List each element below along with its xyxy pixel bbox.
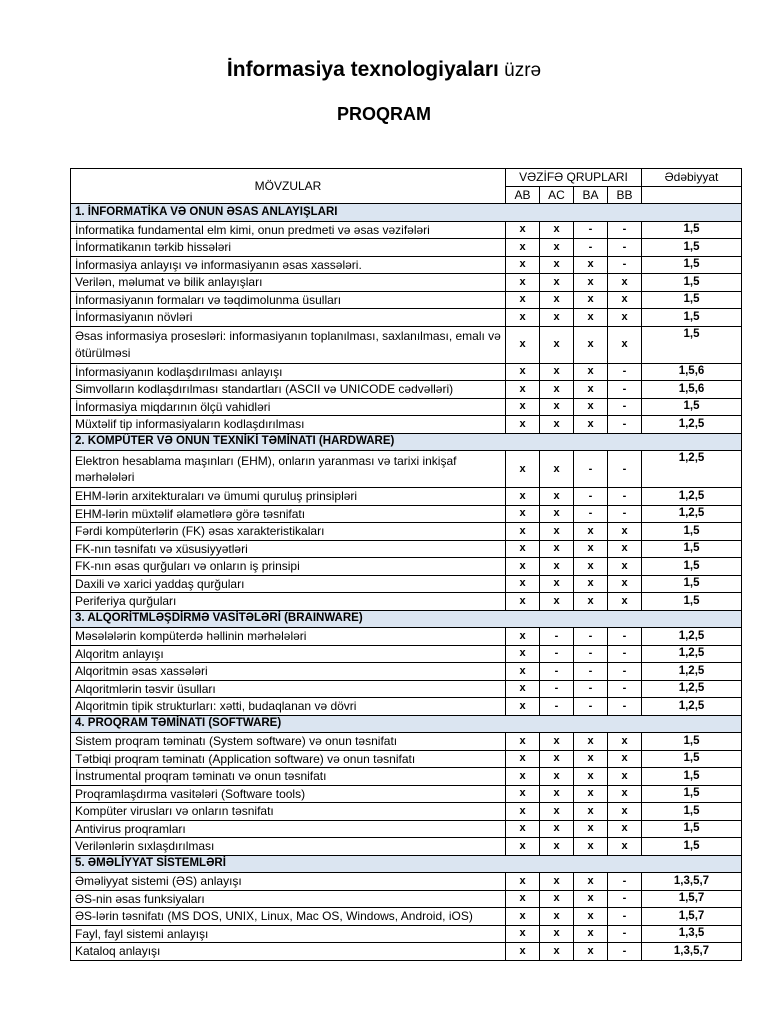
group-mark-cell: -: [574, 488, 608, 506]
group-mark-cell: -: [608, 381, 642, 399]
group-mark-cell: -: [608, 680, 642, 698]
group-mark-cell: -: [608, 505, 642, 523]
literature-cell: 1,5,7: [642, 890, 742, 908]
group-mark-cell: x: [574, 768, 608, 786]
table-row: [71, 663, 742, 681]
table-row: [71, 398, 742, 416]
topic-cell: ƏS-nin əsas funksiyaları: [71, 890, 506, 908]
table-row: [71, 820, 742, 838]
table-row: [71, 558, 742, 576]
table-row: [71, 505, 742, 523]
literature-cell: 1,5,6: [642, 381, 742, 399]
group-mark-cell: x: [506, 309, 540, 327]
group-mark-cell: -: [540, 680, 574, 698]
group-mark-cell: x: [506, 873, 540, 891]
group-mark-cell: x: [540, 416, 574, 434]
group-mark-cell: x: [540, 221, 574, 239]
group-mark-cell: x: [574, 523, 608, 541]
topic-cell: EHM-lərin müxtəlif əlamətlərə görə təsnifatı: [71, 505, 506, 523]
group-mark-cell: -: [608, 488, 642, 506]
group-mark-cell: -: [540, 645, 574, 663]
header-literature-empty: [642, 186, 742, 204]
group-mark-cell: x: [506, 750, 540, 768]
group-mark-cell: x: [608, 274, 642, 292]
section-title: 3. ALQORİTMLƏŞDİRMƏ VASİTƏLƏRİ (BRAINWARE): [71, 610, 742, 628]
literature-cell: 1,5: [642, 575, 742, 593]
header-group-code: AB: [506, 186, 540, 204]
table-row: [71, 416, 742, 434]
table-row: [71, 733, 742, 751]
group-mark-cell: x: [574, 890, 608, 908]
topic-cell: Simvolların kodlaşdırılması standartları (ASCII və UNICODE cədvəlləri): [71, 381, 506, 399]
group-mark-cell: x: [574, 750, 608, 768]
literature-cell: 1,5,7: [642, 908, 742, 926]
group-mark-cell: x: [574, 363, 608, 381]
literature-cell: 1,5: [642, 820, 742, 838]
table-body: [71, 204, 742, 961]
group-mark-cell: x: [540, 785, 574, 803]
group-mark-cell: x: [540, 326, 574, 363]
group-mark-cell: -: [608, 908, 642, 926]
group-mark-cell: -: [540, 663, 574, 681]
literature-cell: 1,2,5: [642, 645, 742, 663]
group-mark-cell: x: [574, 820, 608, 838]
group-mark-cell: -: [608, 451, 642, 488]
group-mark-cell: x: [540, 925, 574, 943]
group-mark-cell: -: [574, 239, 608, 257]
group-mark-cell: x: [608, 750, 642, 768]
group-mark-cell: x: [540, 768, 574, 786]
section-header-row: [71, 715, 742, 733]
topic-cell: EHM-lərin arxitekturaları və ümumi quruluş prinsipləri: [71, 488, 506, 506]
topic-cell: ƏS-lərin təsnifatı (MS DOS, UNIX, Linux, Mac OS, Windows, Android, iOS): [71, 908, 506, 926]
table-row: [71, 326, 742, 363]
group-mark-cell: x: [506, 803, 540, 821]
topic-cell: Alqoritmlərin təsvir üsulları: [71, 680, 506, 698]
topic-cell: FK-nın əsas qurğuları və onların iş prinsipi: [71, 558, 506, 576]
topic-cell: Verilənlərin sıxlaşdırılması: [71, 838, 506, 856]
table-row: [71, 540, 742, 558]
topic-cell: İnstrumental proqram təminatı və onun təsnifatı: [71, 768, 506, 786]
group-mark-cell: x: [574, 326, 608, 363]
topic-cell: İnformasiya anlayışı və informasiyanın əsas xassələri.: [71, 256, 506, 274]
header-group-code: AC: [540, 186, 574, 204]
topic-cell: FK-nın təsnifatı və xüsusiyyətləri: [71, 540, 506, 558]
section-title: 4. PROQRAM TƏMİNATI (SOFTWARE): [71, 715, 742, 733]
literature-cell: 1,5: [642, 256, 742, 274]
group-mark-cell: x: [574, 838, 608, 856]
group-mark-cell: -: [608, 698, 642, 716]
group-mark-cell: x: [540, 890, 574, 908]
group-mark-cell: -: [608, 398, 642, 416]
group-mark-cell: x: [574, 416, 608, 434]
literature-cell: 1,5: [642, 309, 742, 327]
group-mark-cell: x: [506, 890, 540, 908]
table-row: [71, 803, 742, 821]
literature-cell: 1,3,5,7: [642, 943, 742, 961]
group-mark-cell: -: [574, 451, 608, 488]
topic-cell: Tətbiqi proqram təminatı (Application software) və onun təsnifatı: [71, 750, 506, 768]
group-mark-cell: x: [506, 680, 540, 698]
literature-cell: 1,5: [642, 239, 742, 257]
literature-cell: 1,2,5: [642, 488, 742, 506]
group-mark-cell: x: [574, 733, 608, 751]
topic-cell: Alqoritm anlayışı: [71, 645, 506, 663]
group-mark-cell: x: [574, 908, 608, 926]
group-mark-cell: x: [540, 558, 574, 576]
group-mark-cell: x: [574, 575, 608, 593]
group-mark-cell: -: [608, 890, 642, 908]
group-mark-cell: x: [506, 274, 540, 292]
group-mark-cell: x: [608, 838, 642, 856]
group-mark-cell: -: [608, 925, 642, 943]
section-title: 2. KOMPÜTER VƏ ONUN TEXNİKİ TƏMİNATI (HARDWARE): [71, 433, 742, 451]
group-mark-cell: x: [540, 873, 574, 891]
group-mark-cell: -: [608, 239, 642, 257]
group-mark-cell: -: [574, 645, 608, 663]
group-mark-cell: x: [608, 291, 642, 309]
group-mark-cell: x: [574, 558, 608, 576]
section-title: 1. İNFORMATİKA VƏ ONUN ƏSAS ANLAYIŞLARI: [71, 204, 742, 222]
group-mark-cell: x: [506, 488, 540, 506]
topic-cell: İnformatikanın tərkib hissələri: [71, 239, 506, 257]
literature-cell: 1,5: [642, 558, 742, 576]
literature-cell: 1,3,5: [642, 925, 742, 943]
group-mark-cell: x: [574, 274, 608, 292]
topic-cell: Elektron hesablama maşınları (EHM), onların yaranması və tarixi inkişaf mərhələləri: [71, 451, 506, 488]
group-mark-cell: x: [506, 256, 540, 274]
group-mark-cell: -: [540, 698, 574, 716]
group-mark-cell: x: [608, 540, 642, 558]
group-mark-cell: -: [608, 663, 642, 681]
topic-cell: Kompüter virusları və onların təsnifatı: [71, 803, 506, 821]
table-row: [71, 785, 742, 803]
group-mark-cell: x: [574, 291, 608, 309]
literature-cell: 1,3,5,7: [642, 873, 742, 891]
literature-cell: 1,5: [642, 785, 742, 803]
topic-cell: Məsələlərin kompüterdə həllinin mərhələləri: [71, 628, 506, 646]
group-mark-cell: x: [608, 309, 642, 327]
group-mark-cell: x: [540, 256, 574, 274]
topic-cell: Alqoritmin tipik strukturları: xətti, budaqlanan və dövri: [71, 698, 506, 716]
group-mark-cell: x: [608, 803, 642, 821]
title-tail: üzrə: [498, 60, 542, 81]
group-mark-cell: -: [574, 221, 608, 239]
literature-cell: 1,2,5: [642, 505, 742, 523]
group-mark-cell: x: [574, 256, 608, 274]
group-mark-cell: x: [540, 239, 574, 257]
group-mark-cell: x: [506, 768, 540, 786]
group-mark-cell: x: [540, 398, 574, 416]
section-header-row: [71, 204, 742, 222]
document-title: [0, 58, 768, 82]
topic-cell: Əsas informasiya prosesləri: informasiyanın toplanılması, saxlanılması, emalı və ötürülməsi: [71, 326, 506, 363]
group-mark-cell: x: [540, 593, 574, 611]
group-mark-cell: x: [540, 505, 574, 523]
table-row: [71, 925, 742, 943]
table-row: [71, 309, 742, 327]
topic-cell: İnformasiyanın formaları və təqdimolunma üsulları: [71, 291, 506, 309]
title-main: İnformasiya texnologiyaları: [226, 58, 499, 81]
topic-cell: İnformatika fundamental elm kimi, onun predmeti və əsas vəzifələri: [71, 221, 506, 239]
group-mark-cell: -: [574, 680, 608, 698]
group-mark-cell: x: [540, 733, 574, 751]
group-mark-cell: x: [506, 838, 540, 856]
header-topics: MÖVZULAR: [71, 169, 506, 204]
literature-cell: 1,5: [642, 838, 742, 856]
literature-cell: 1,5: [642, 540, 742, 558]
table-row: [71, 274, 742, 292]
group-mark-cell: x: [540, 451, 574, 488]
topic-cell: Fərdi kompüterlərin (FK) əsas xarakteristikaları: [71, 523, 506, 541]
literature-cell: 1,5: [642, 733, 742, 751]
group-mark-cell: x: [506, 628, 540, 646]
group-mark-cell: x: [574, 540, 608, 558]
group-mark-cell: x: [506, 820, 540, 838]
group-mark-cell: x: [506, 451, 540, 488]
topic-cell: Proqramlaşdırma vasitələri (Software tools): [71, 785, 506, 803]
literature-cell: 1,5: [642, 803, 742, 821]
table-row: [71, 291, 742, 309]
literature-cell: 1,5: [642, 750, 742, 768]
group-mark-cell: x: [506, 326, 540, 363]
group-mark-cell: -: [608, 363, 642, 381]
literature-cell: 1,5: [642, 768, 742, 786]
group-mark-cell: x: [540, 750, 574, 768]
topic-cell: Verilən, məlumat və bilik anlayışları: [71, 274, 506, 292]
table-row: [71, 768, 742, 786]
group-mark-cell: x: [506, 558, 540, 576]
group-mark-cell: x: [608, 785, 642, 803]
group-mark-cell: -: [608, 628, 642, 646]
table-row: [71, 873, 742, 891]
literature-cell: 1,5: [642, 593, 742, 611]
group-mark-cell: x: [608, 558, 642, 576]
group-mark-cell: x: [506, 908, 540, 926]
group-mark-cell: x: [574, 593, 608, 611]
group-mark-cell: x: [540, 943, 574, 961]
literature-cell: 1,2,5: [642, 698, 742, 716]
group-mark-cell: x: [506, 291, 540, 309]
literature-cell: 1,2,5: [642, 663, 742, 681]
group-mark-cell: x: [608, 768, 642, 786]
table-row: [71, 943, 742, 961]
table-row: [71, 523, 742, 541]
group-mark-cell: -: [608, 873, 642, 891]
group-mark-cell: -: [540, 628, 574, 646]
group-mark-cell: x: [506, 698, 540, 716]
group-mark-cell: x: [540, 309, 574, 327]
literature-cell: 1,5: [642, 398, 742, 416]
group-mark-cell: x: [506, 381, 540, 399]
group-mark-cell: x: [574, 925, 608, 943]
table-row: [71, 363, 742, 381]
group-mark-cell: x: [506, 540, 540, 558]
table-row: [71, 575, 742, 593]
table-row: [71, 451, 742, 488]
table-row: [71, 256, 742, 274]
group-mark-cell: x: [506, 523, 540, 541]
group-mark-cell: x: [574, 309, 608, 327]
table-row: [71, 750, 742, 768]
header-group-code: BA: [574, 186, 608, 204]
group-mark-cell: x: [506, 239, 540, 257]
group-mark-cell: x: [574, 803, 608, 821]
topic-cell: İnformasiyanın növləri: [71, 309, 506, 327]
group-mark-cell: x: [540, 363, 574, 381]
topic-cell: Sistem proqram təminatı (System software) və onun təsnifatı: [71, 733, 506, 751]
literature-cell: 1,2,5: [642, 416, 742, 434]
group-mark-cell: x: [506, 505, 540, 523]
table-row: [71, 239, 742, 257]
group-mark-cell: x: [506, 363, 540, 381]
group-mark-cell: x: [574, 381, 608, 399]
group-mark-cell: x: [608, 575, 642, 593]
group-mark-cell: x: [540, 274, 574, 292]
group-mark-cell: x: [608, 593, 642, 611]
group-mark-cell: x: [540, 381, 574, 399]
group-mark-cell: -: [608, 943, 642, 961]
group-mark-cell: x: [608, 523, 642, 541]
group-mark-cell: x: [506, 785, 540, 803]
group-mark-cell: x: [506, 663, 540, 681]
group-mark-cell: -: [574, 505, 608, 523]
group-mark-cell: x: [540, 820, 574, 838]
section-header-row: [71, 433, 742, 451]
topic-cell: Antivirus proqramları: [71, 820, 506, 838]
literature-cell: 1,2,5: [642, 680, 742, 698]
table-row: [71, 593, 742, 611]
group-mark-cell: x: [574, 785, 608, 803]
group-mark-cell: -: [574, 698, 608, 716]
group-mark-cell: -: [574, 628, 608, 646]
group-mark-cell: x: [506, 593, 540, 611]
group-mark-cell: x: [574, 943, 608, 961]
table-row: [71, 698, 742, 716]
topic-cell: Kataloq anlayışı: [71, 943, 506, 961]
group-mark-cell: x: [540, 838, 574, 856]
group-mark-cell: x: [540, 291, 574, 309]
literature-cell: 1,2,5: [642, 451, 742, 488]
literature-cell: 1,5: [642, 291, 742, 309]
section-header-row: [71, 855, 742, 873]
group-mark-cell: x: [506, 221, 540, 239]
group-mark-cell: x: [608, 820, 642, 838]
section-header-row: [71, 610, 742, 628]
table-row: [71, 645, 742, 663]
group-mark-cell: -: [608, 256, 642, 274]
group-mark-cell: x: [574, 873, 608, 891]
group-mark-cell: x: [608, 326, 642, 363]
group-mark-cell: -: [608, 221, 642, 239]
table-row: [71, 838, 742, 856]
literature-cell: 1,5: [642, 523, 742, 541]
header-group-code: BB: [608, 186, 642, 204]
literature-cell: 1,5,6: [642, 363, 742, 381]
table-row: [71, 890, 742, 908]
group-mark-cell: -: [574, 663, 608, 681]
group-mark-cell: x: [574, 398, 608, 416]
group-mark-cell: x: [506, 416, 540, 434]
group-mark-cell: -: [608, 416, 642, 434]
table-row: [71, 908, 742, 926]
group-mark-cell: x: [506, 398, 540, 416]
topic-cell: İnformasiyanın kodlaşdırılması anlayışı: [71, 363, 506, 381]
topic-cell: Fayl, fayl sistemi anlayışı: [71, 925, 506, 943]
group-mark-cell: -: [608, 645, 642, 663]
header-literature: Ədəbiyyat: [642, 169, 742, 187]
literature-cell: 1,5: [642, 221, 742, 239]
literature-cell: 1,2,5: [642, 628, 742, 646]
table-row: [71, 628, 742, 646]
topic-cell: Müxtəlif tip informasiyaların kodlaşdırılması: [71, 416, 506, 434]
header-groups: VƏZİFƏ QRUPLARI: [506, 169, 642, 187]
group-mark-cell: x: [506, 645, 540, 663]
topic-cell: Daxili və xarici yaddaş qurğuları: [71, 575, 506, 593]
group-mark-cell: x: [540, 523, 574, 541]
group-mark-cell: x: [608, 733, 642, 751]
group-mark-cell: x: [506, 943, 540, 961]
group-mark-cell: x: [540, 540, 574, 558]
literature-cell: 1,5: [642, 274, 742, 292]
literature-cell: 1,5: [642, 326, 742, 363]
table-row: [71, 488, 742, 506]
topic-cell: İnformasiya miqdarının ölçü vahidləri: [71, 398, 506, 416]
group-mark-cell: x: [506, 925, 540, 943]
group-mark-cell: x: [540, 803, 574, 821]
table-row: [71, 680, 742, 698]
section-title: 5. ƏMƏLİYYAT SİSTEMLƏRİ: [71, 855, 742, 873]
topic-cell: Əməliyyat sistemi (ƏS) anlayışı: [71, 873, 506, 891]
table-row: [71, 381, 742, 399]
topic-cell: Alqoritmin əsas xassələri: [71, 663, 506, 681]
program-table: [70, 168, 742, 961]
table-row: [71, 221, 742, 239]
group-mark-cell: x: [540, 575, 574, 593]
group-mark-cell: x: [540, 488, 574, 506]
document-subtitle: PROQRAM: [337, 104, 431, 124]
group-mark-cell: x: [506, 733, 540, 751]
topic-cell: Periferiya qurğuları: [71, 593, 506, 611]
group-mark-cell: x: [506, 575, 540, 593]
group-mark-cell: x: [540, 908, 574, 926]
